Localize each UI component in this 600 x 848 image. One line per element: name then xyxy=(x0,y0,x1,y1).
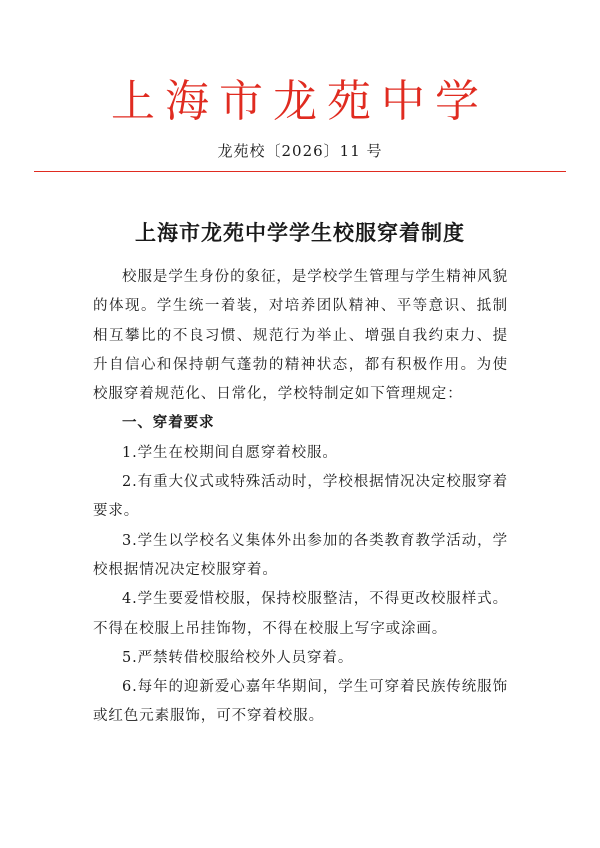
list-item: 3.学生以学校名义集体外出参加的各类教育教学活动，学校根据情况决定校服穿着。 xyxy=(93,532,508,578)
list-item: 6.每年的迎新爱心嘉年华期间，学生可穿着民族传统服饰或红色元素服饰，可不穿着校服。 xyxy=(93,679,508,725)
document-number: 龙苑校〔2026〕11 号 xyxy=(217,142,383,160)
header-divider xyxy=(34,171,566,172)
section-heading: 一、穿着要求 xyxy=(122,415,215,432)
document-title: 上海市龙苑中学学生校服穿着制度 xyxy=(135,221,465,245)
document-body xyxy=(93,263,508,732)
list-item: 1.学生在校期间自愿穿着校服。 xyxy=(122,444,338,461)
organization-header: 上海市龙苑中学 xyxy=(111,76,489,127)
list-item: 4.学生要爱惜校服，保持校服整洁，不得更改校服样式。不得在校服上吊挂饰物，不得在校服上写字或涂画。 xyxy=(93,591,508,637)
list-item: 5.严禁转借校服给校外人员穿着。 xyxy=(122,649,354,666)
list-item: 2.有重大仪式或特殊活动时，学校根据情况决定校服穿着要求。 xyxy=(93,474,508,520)
intro-paragraph: 校服是学生身份的象征，是学校学生管理与学生精神风貌的体现。学生统一着装，对培养团队精神、平等意识、抵制相互攀比的不良习惯、规范行为举止、增强自我约束力、提升自信心和保持朝气蓬勃的精神状态，都有积极作用。为使校服穿着规范化、日常化，学校特制定如下管理规定： xyxy=(93,269,508,403)
